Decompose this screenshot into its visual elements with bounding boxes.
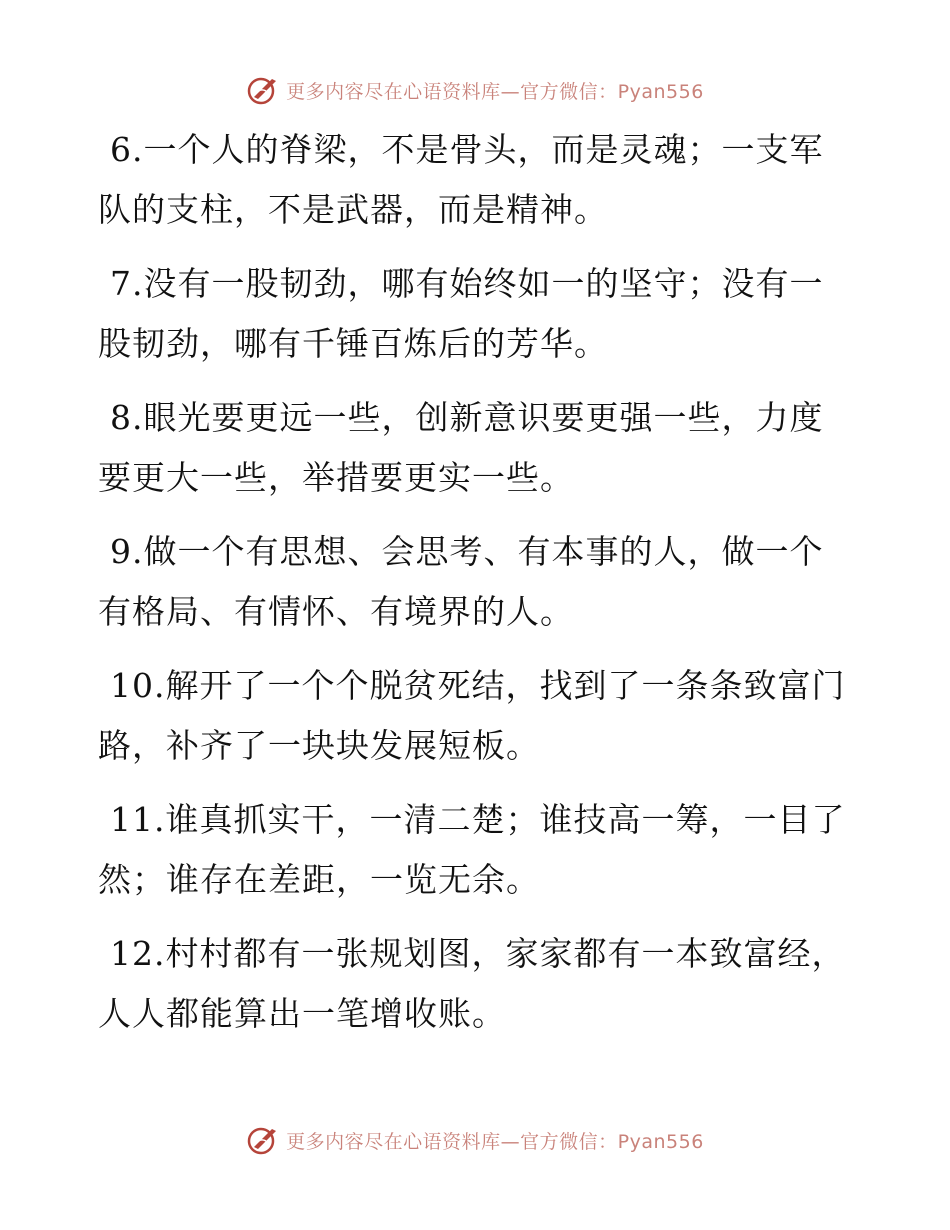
list-item: [98, 924, 848, 1044]
list-item-line: 10.解开了一个个脱贫死结，找到了一条条致富门: [110, 666, 846, 705]
list-item-line: 12.村村都有一张规划图，家家都有一本致富经，: [110, 934, 846, 973]
quill-seal-icon: [246, 73, 280, 107]
list-item-line: 要更大一些，举措要更实一些。: [98, 458, 574, 497]
list-item-line: 9.做一个有思想、会思考、有本事的人，做一个: [110, 532, 824, 571]
list-item-line: 8.眼光要更远一些，创新意识要更强一些，力度: [110, 398, 824, 437]
footer-banner-text: 更多内容尽在心语资料库—官方微信：Pyan556: [286, 1130, 704, 1153]
list-item: [98, 656, 848, 776]
footer-banner: [0, 1120, 950, 1160]
list-item-line: 7.没有一股韧劲，哪有始终如一的坚守；没有一: [110, 264, 824, 303]
document-body: [98, 120, 848, 1058]
list-item-line: 人人都能算出一笔增收账。: [98, 994, 506, 1033]
list-item-line: 有格局、有情怀、有境界的人。: [98, 592, 574, 631]
list-item: [98, 388, 848, 508]
list-item-line: 11.谁真抓实干，一清二楚；谁技高一筹，一目了: [110, 800, 846, 839]
header-banner: [0, 70, 950, 110]
list-item: [98, 522, 848, 642]
list-item-line: 股韧劲，哪有千锤百炼后的芳华。: [98, 324, 608, 363]
list-item-line: 然；谁存在差距，一览无余。: [98, 860, 540, 899]
list-item: [98, 790, 848, 910]
quill-seal-icon: [246, 1123, 280, 1157]
list-item-line: 路，补齐了一块块发展短板。: [98, 726, 540, 765]
list-item-line: 6.一个人的脊梁，不是骨头，而是灵魂；一支军: [110, 130, 824, 169]
list-item-line: 队的支柱，不是武器，而是精神。: [98, 190, 608, 229]
list-item: [98, 254, 848, 374]
header-banner-text: 更多内容尽在心语资料库—官方微信：Pyan556: [286, 80, 704, 103]
list-item: [98, 120, 848, 240]
